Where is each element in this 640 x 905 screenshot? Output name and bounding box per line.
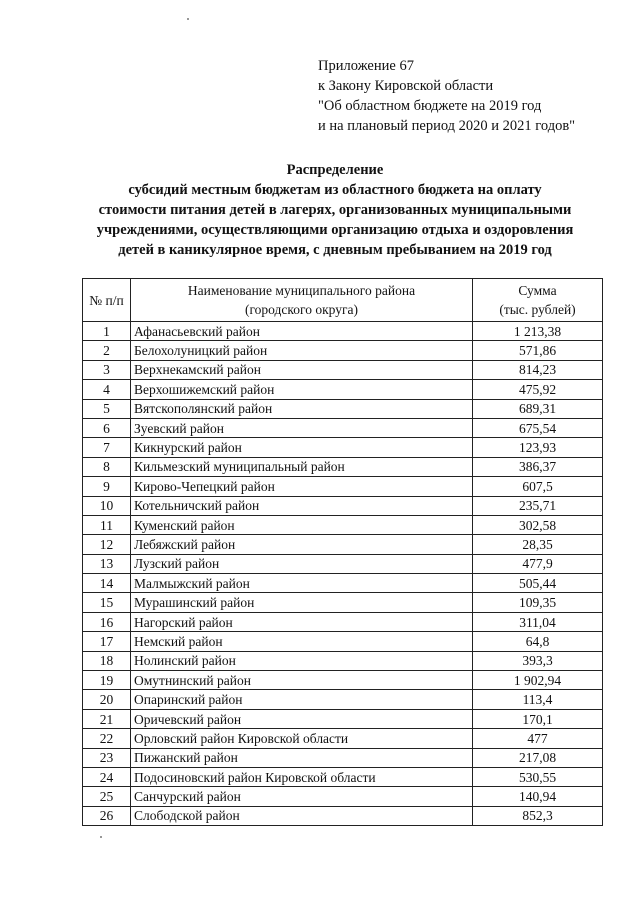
row-municipality: Вятскополянский район — [131, 399, 473, 418]
table-row — [83, 632, 603, 651]
row-sum: 302,58 — [473, 515, 603, 534]
table-row — [83, 360, 603, 379]
table-row — [83, 496, 603, 515]
row-sum: 113,4 — [473, 690, 603, 709]
row-sum: 217,08 — [473, 748, 603, 767]
row-number: 1 — [83, 322, 131, 341]
row-municipality: Лебяжский район — [131, 535, 473, 554]
row-sum: 386,37 — [473, 457, 603, 476]
table-row — [83, 399, 603, 418]
row-municipality: Орловский район Кировской области — [131, 729, 473, 748]
table-row — [83, 515, 603, 534]
speck-bottom — [100, 836, 102, 838]
row-number: 5 — [83, 399, 131, 418]
row-municipality: Оричевский район — [131, 709, 473, 728]
row-sum: 123,93 — [473, 438, 603, 457]
row-number: 7 — [83, 438, 131, 457]
row-sum: 311,04 — [473, 612, 603, 631]
row-number: 23 — [83, 748, 131, 767]
annex-reference — [318, 56, 618, 136]
annex-law: к Закону Кировской области — [318, 78, 494, 94]
table-row — [83, 729, 603, 748]
row-municipality: Немский район — [131, 632, 473, 651]
row-sum: 393,3 — [473, 651, 603, 670]
row-municipality: Опаринский район — [131, 690, 473, 709]
row-number: 22 — [83, 729, 131, 748]
heading-line-2: субсидий местным бюджетам из областного бюджета на оплату — [128, 182, 542, 198]
heading-line-5: детей в каникулярное время, с дневным пребыванием на 2019 год — [118, 242, 552, 258]
row-sum: 109,35 — [473, 593, 603, 612]
row-municipality: Котельничский район — [131, 496, 473, 515]
row-sum: 852,3 — [473, 806, 603, 825]
row-sum: 170,1 — [473, 709, 603, 728]
header-number: № п/п — [83, 279, 131, 322]
row-municipality: Мурашинский район — [131, 593, 473, 612]
annex-law-title: "Об областном бюджете на 2019 год — [318, 98, 542, 114]
table-row — [83, 690, 603, 709]
row-number: 24 — [83, 767, 131, 786]
row-sum: 1 213,38 — [473, 322, 603, 341]
row-municipality: Кирово-Чепецкий район — [131, 477, 473, 496]
table-row — [83, 477, 603, 496]
row-municipality: Лузский район — [131, 554, 473, 573]
row-number: 6 — [83, 418, 131, 437]
speck-top — [187, 18, 189, 20]
row-number: 8 — [83, 457, 131, 476]
table-row — [83, 418, 603, 437]
row-number: 13 — [83, 554, 131, 573]
row-municipality: Нагорский район — [131, 612, 473, 631]
row-municipality: Куменский район — [131, 515, 473, 534]
row-number: 25 — [83, 787, 131, 806]
annex-number: Приложение 67 — [318, 58, 414, 74]
table-row — [83, 806, 603, 825]
row-municipality: Кикнурский район — [131, 438, 473, 457]
row-number: 26 — [83, 806, 131, 825]
row-number: 4 — [83, 380, 131, 399]
row-municipality: Пижанский район — [131, 748, 473, 767]
table-row — [83, 709, 603, 728]
row-sum: 571,86 — [473, 341, 603, 360]
annex-law-period: и на плановый период 2020 и 2021 годов" — [318, 118, 576, 134]
row-municipality: Санчурский район — [131, 787, 473, 806]
row-sum: 235,71 — [473, 496, 603, 515]
table-row — [83, 341, 603, 360]
table-row — [83, 748, 603, 767]
row-sum: 28,35 — [473, 535, 603, 554]
row-sum: 1 902,94 — [473, 671, 603, 690]
row-municipality: Верхнекамский район — [131, 360, 473, 379]
row-municipality: Омутнинский район — [131, 671, 473, 690]
table-row — [83, 574, 603, 593]
row-sum: 814,23 — [473, 360, 603, 379]
row-municipality: Афанасьевский район — [131, 322, 473, 341]
row-municipality: Подосиновский район Кировской области — [131, 767, 473, 786]
row-municipality: Кильмезский муниципальный район — [131, 457, 473, 476]
row-number: 14 — [83, 574, 131, 593]
row-number: 3 — [83, 360, 131, 379]
table-row — [83, 767, 603, 786]
row-municipality: Зуевский район — [131, 418, 473, 437]
row-number: 21 — [83, 709, 131, 728]
row-number: 12 — [83, 535, 131, 554]
table-row — [83, 438, 603, 457]
heading-line-1: Распределение — [286, 162, 384, 178]
row-number: 19 — [83, 671, 131, 690]
table-row — [83, 787, 603, 806]
document-heading — [70, 160, 600, 260]
table-row — [83, 554, 603, 573]
heading-line-3: стоимости питания детей в лагерях, организованных муниципальными — [98, 202, 572, 218]
row-number: 15 — [83, 593, 131, 612]
subsidy-table — [82, 278, 603, 826]
header-sum: Сумма (тыс. рублей) — [473, 279, 603, 322]
row-municipality: Верхошижемский район — [131, 380, 473, 399]
row-number: 11 — [83, 515, 131, 534]
header-municipality: Наименование муниципального района (городского округа) — [131, 279, 473, 322]
row-number: 17 — [83, 632, 131, 651]
row-sum: 140,94 — [473, 787, 603, 806]
table-row — [83, 671, 603, 690]
table-row — [83, 612, 603, 631]
row-sum: 477 — [473, 729, 603, 748]
row-sum: 689,31 — [473, 399, 603, 418]
table-row — [83, 535, 603, 554]
row-sum: 475,92 — [473, 380, 603, 399]
row-number: 16 — [83, 612, 131, 631]
row-municipality: Белохолуницкий район — [131, 341, 473, 360]
row-sum: 675,54 — [473, 418, 603, 437]
row-number: 18 — [83, 651, 131, 670]
row-sum: 607,5 — [473, 477, 603, 496]
table-row — [83, 651, 603, 670]
row-municipality: Нолинский район — [131, 651, 473, 670]
row-number: 20 — [83, 690, 131, 709]
table-header-row — [83, 279, 603, 322]
row-number: 10 — [83, 496, 131, 515]
table-row — [83, 593, 603, 612]
table-row — [83, 457, 603, 476]
row-sum: 64,8 — [473, 632, 603, 651]
row-sum: 530,55 — [473, 767, 603, 786]
heading-line-4: учреждениями, осуществляющими организацию отдыха и оздоровления — [96, 222, 574, 238]
row-number: 9 — [83, 477, 131, 496]
row-municipality: Слободской район — [131, 806, 473, 825]
row-sum: 505,44 — [473, 574, 603, 593]
row-number: 2 — [83, 341, 131, 360]
table-row — [83, 380, 603, 399]
row-municipality: Малмыжский район — [131, 574, 473, 593]
row-sum: 477,9 — [473, 554, 603, 573]
table-row — [83, 322, 603, 341]
